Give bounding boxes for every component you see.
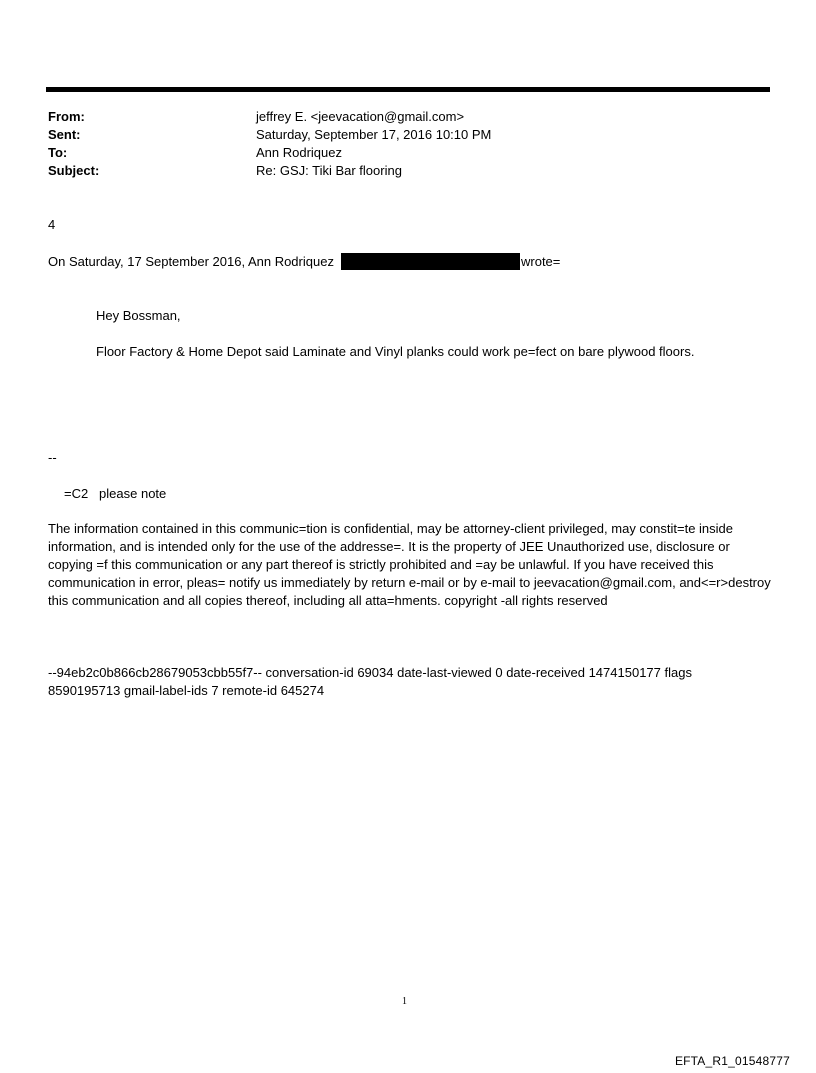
quote-wrote: wrote=: [521, 254, 561, 269]
to-label: To:: [48, 145, 68, 160]
reply-text: 4: [48, 217, 56, 232]
sent-label: Sent:: [48, 127, 81, 142]
page-number: 1: [402, 996, 407, 1007]
bates-number: EFTA_R1_01548777: [674, 1054, 790, 1068]
message-metadata: --94eb2c0b866cb28679053cbb55f7-- conversation-id 69034 date-last-viewed 0 date-received 1474150177 flags 8590195713 gmail-label-ids 7 remote-id 645274: [48, 665, 692, 698]
from-label: From:: [48, 109, 85, 124]
quoted-greeting: Hey Bossman,: [96, 308, 181, 323]
quoted-message: Floor Factory & Home Depot said Laminate and Vinyl planks could work pe=fect on bare plywood floors.: [96, 344, 695, 359]
redaction-box: [341, 253, 520, 270]
to-value: Ann Rodriquez: [256, 145, 342, 160]
quote-intro: On Saturday, 17 September 2016, Ann Rodriquez: [48, 254, 334, 269]
from-value: jeffrey E. <jeevacation@gmail.com>: [256, 109, 465, 124]
header-divider: [46, 87, 770, 92]
please-note: =C2 please note: [64, 486, 167, 501]
confidentiality-disclaimer: The information contained in this communic=tion is confidential, may be attorney-client privileged, may constit=te inside information, and is intended only for the use of the addresse=. It is the property of JEE Unauthorized use, disclosure or copying =f this communication or any part thereof is strictly prohibited and =ay be unlawful. If you have received this communication in error, pleas= notify us immediately by return e-mail or by e-mail to jeevacation@gmail.com, and<=r>destroy this communication and all copies thereof, including all atta=hments. copyright -all rights reserved: [48, 521, 771, 608]
sent-value: Saturday, September 17, 2016 10:10 PM: [256, 127, 492, 142]
subject-value: Re: GSJ: Tiki Bar flooring: [256, 163, 402, 178]
signature-separator: --: [48, 450, 57, 465]
subject-label: Subject:: [48, 163, 100, 178]
